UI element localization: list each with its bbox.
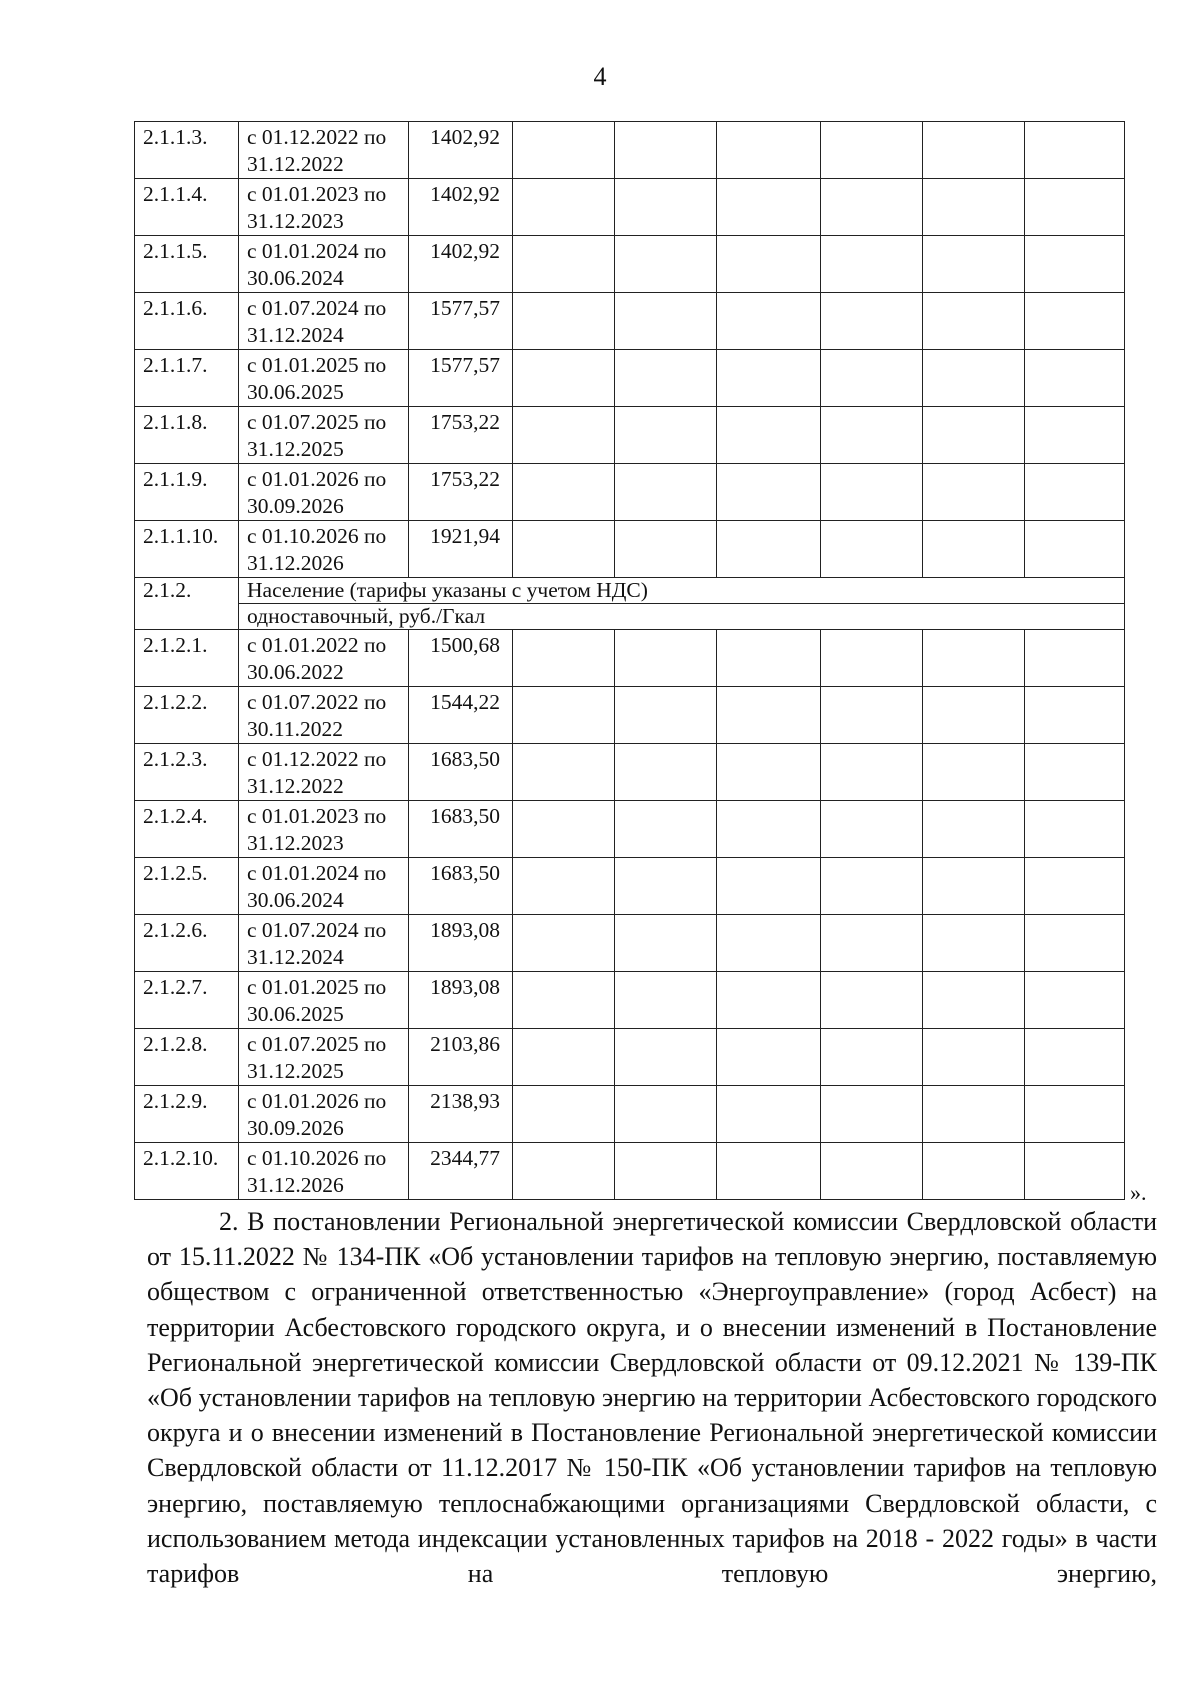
period-end: 31.12.2024 [247,323,344,347]
row-period [239,1086,409,1143]
period-start: с 01.01.2024 по [247,239,387,263]
empty-cell [923,122,1025,179]
row-code: 2.1.1.7. [135,350,239,407]
row-code: 2.1.2.2. [135,687,239,744]
empty-cell [513,630,615,687]
period-start: с 01.01.2026 по [247,1089,387,1113]
row-value: 1402,92 [409,236,513,293]
row-period [239,687,409,744]
period-start: с 01.07.2022 по [247,690,387,714]
table-row [135,179,1125,236]
empty-cell [513,972,615,1029]
empty-cell [615,236,717,293]
row-period [239,972,409,1029]
period-end: 31.12.2026 [247,551,344,575]
table-row [135,801,1125,858]
empty-cell [821,464,923,521]
empty-cell [615,744,717,801]
empty-cell [513,407,615,464]
empty-cell [717,236,821,293]
empty-cell [717,122,821,179]
paragraph-text: 2. В постановлении Региональной энергетической комиссии Свердловской области от 15.11.2022 № 134-ПК «Об установлении тарифов на тепловую энергию, поставляемую обществом с ограниченной ответственностью «Энергоуправление» (город Асбест) на территории Асбестовского городского округа, и о внесении изменений в Постановление Региональной энергетической комиссии Свердловской области от 09.12.2021 № 139-ПК «Об установлении тарифов на тепловую энергию на территории Асбестовского городского округа и о внесении изменений в Постановление Региональной энергетической комиссии Свердловской области от 11.12.2017 № 150-ПК «Об установлении тарифов на тепловую энергию, поставляемую теплоснабжающими организациями Свердловской области, с использованием метода индексации установленных тарифов на 2018 - 2022 годы» в части тарифов на тепловую энергию, [147,1207,1157,1589]
row-period [239,630,409,687]
row-value: 1544,22 [409,687,513,744]
row-period [239,350,409,407]
empty-cell [615,122,717,179]
empty-cell [821,858,923,915]
row-value: 1893,08 [409,972,513,1029]
empty-cell [717,858,821,915]
empty-cell [615,179,717,236]
empty-cell [717,350,821,407]
empty-cell [821,1086,923,1143]
empty-cell [1025,464,1125,521]
period-start: с 01.12.2022 по [247,125,387,149]
table-row [135,1029,1125,1086]
empty-cell [821,236,923,293]
period-start: с 01.10.2026 по [247,524,387,548]
row-value: 1402,92 [409,179,513,236]
row-code: 2.1.2.8. [135,1029,239,1086]
empty-cell [821,801,923,858]
empty-cell [1025,236,1125,293]
table-row [135,1086,1125,1143]
section-code: 2.1.2. [135,578,239,630]
empty-cell [923,1029,1025,1086]
empty-cell [717,972,821,1029]
row-value: 2103,86 [409,1029,513,1086]
table-row [135,521,1125,578]
empty-cell [1025,687,1125,744]
period-end: 30.06.2024 [247,888,344,912]
row-period [239,1029,409,1086]
row-value: 1500,68 [409,630,513,687]
period-end: 30.06.2025 [247,1002,344,1026]
section-row [135,578,1125,604]
table-row [135,915,1125,972]
empty-cell [717,687,821,744]
table-row [135,858,1125,915]
period-end: 31.12.2025 [247,437,344,461]
empty-cell [615,801,717,858]
row-period [239,744,409,801]
empty-cell [1025,521,1125,578]
closing-quote: ». [1130,1180,1147,1205]
empty-cell [1025,1086,1125,1143]
table-row [135,350,1125,407]
period-start: с 01.01.2025 по [247,975,387,999]
row-period [239,293,409,350]
empty-cell [1025,122,1125,179]
empty-cell [1025,350,1125,407]
empty-cell [717,407,821,464]
period-end: 30.09.2026 [247,1116,344,1140]
empty-cell [717,521,821,578]
empty-cell [615,1086,717,1143]
page-number: 4 [593,62,607,91]
empty-cell [821,179,923,236]
table-row [135,1143,1125,1200]
empty-cell [821,521,923,578]
row-period [239,236,409,293]
period-end: 31.12.2025 [247,1059,344,1083]
row-value: 1402,92 [409,122,513,179]
period-end: 31.12.2023 [247,209,344,233]
empty-cell [923,1143,1025,1200]
row-value: 1753,22 [409,407,513,464]
empty-cell [513,1143,615,1200]
empty-cell [821,687,923,744]
empty-cell [513,858,615,915]
empty-cell [717,915,821,972]
empty-cell [513,801,615,858]
empty-cell [923,630,1025,687]
empty-cell [615,464,717,521]
empty-cell [923,1086,1025,1143]
empty-cell [1025,407,1125,464]
empty-cell [615,293,717,350]
empty-cell [1025,915,1125,972]
empty-cell [717,1086,821,1143]
period-start: с 01.01.2026 по [247,467,387,491]
empty-cell [923,687,1025,744]
row-code: 2.1.2.5. [135,858,239,915]
row-code: 2.1.2.4. [135,801,239,858]
period-end: 31.12.2022 [247,152,344,176]
period-start: с 01.07.2025 по [247,410,387,434]
row-code: 2.1.1.10. [135,521,239,578]
period-end: 30.06.2025 [247,380,344,404]
row-code: 2.1.1.3. [135,122,239,179]
period-start: с 01.07.2024 по [247,918,387,942]
row-value: 1577,57 [409,350,513,407]
empty-cell [513,915,615,972]
empty-cell [821,350,923,407]
body-paragraph [147,1204,1157,1591]
empty-cell [513,521,615,578]
row-code: 2.1.1.9. [135,464,239,521]
empty-cell [821,1143,923,1200]
period-start: с 01.12.2022 по [247,747,387,771]
empty-cell [717,1029,821,1086]
empty-cell [821,407,923,464]
empty-cell [615,521,717,578]
empty-cell [615,915,717,972]
empty-cell [615,1143,717,1200]
table-row [135,236,1125,293]
period-end: 30.06.2024 [247,266,344,290]
empty-cell [717,293,821,350]
empty-cell [923,521,1025,578]
empty-cell [717,1143,821,1200]
empty-cell [1025,858,1125,915]
empty-cell [1025,1143,1125,1200]
empty-cell [1025,293,1125,350]
period-start: с 01.07.2024 по [247,296,387,320]
row-period [239,801,409,858]
empty-cell [821,744,923,801]
empty-cell [513,122,615,179]
empty-cell [1025,801,1125,858]
empty-cell [1025,179,1125,236]
empty-cell [923,972,1025,1029]
empty-cell [513,293,615,350]
period-end: 30.11.2022 [247,717,343,741]
row-value: 1893,08 [409,915,513,972]
empty-cell [615,1029,717,1086]
empty-cell [615,858,717,915]
period-start: с 01.10.2026 по [247,1146,387,1170]
empty-cell [821,122,923,179]
row-period [239,407,409,464]
empty-cell [513,350,615,407]
empty-cell [923,350,1025,407]
empty-cell [513,179,615,236]
row-period [239,464,409,521]
row-code: 2.1.2.6. [135,915,239,972]
row-value: 2138,93 [409,1086,513,1143]
empty-cell [923,179,1025,236]
period-end: 30.09.2026 [247,494,344,518]
row-code: 2.1.1.6. [135,293,239,350]
row-value: 2344,77 [409,1143,513,1200]
row-period [239,1143,409,1200]
section-subtitle: одноставочный, руб./Гкал [239,604,1125,630]
empty-cell [923,915,1025,972]
section-title: Население (тарифы указаны с учетом НДС) [239,578,1125,604]
empty-cell [821,972,923,1029]
period-end: 31.12.2023 [247,831,344,855]
row-code: 2.1.2.3. [135,744,239,801]
table-row [135,293,1125,350]
period-start: с 01.07.2025 по [247,1032,387,1056]
empty-cell [615,687,717,744]
empty-cell [923,858,1025,915]
empty-cell [513,687,615,744]
empty-cell [513,744,615,801]
table-row [135,630,1125,687]
empty-cell [513,1029,615,1086]
empty-cell [513,1086,615,1143]
row-value: 1683,50 [409,801,513,858]
empty-cell [923,744,1025,801]
row-code: 2.1.2.9. [135,1086,239,1143]
period-start: с 01.01.2025 по [247,353,387,377]
empty-cell [1025,972,1125,1029]
period-end: 30.06.2022 [247,660,344,684]
row-value: 1577,57 [409,293,513,350]
empty-cell [821,293,923,350]
row-value: 1921,94 [409,521,513,578]
row-code: 2.1.1.8. [135,407,239,464]
empty-cell [717,179,821,236]
tariff-table [134,121,1125,1200]
row-value: 1683,50 [409,858,513,915]
row-code: 2.1.2.7. [135,972,239,1029]
table-row [135,464,1125,521]
table-row [135,687,1125,744]
row-period [239,521,409,578]
empty-cell [923,407,1025,464]
empty-cell [615,972,717,1029]
row-code: 2.1.2.1. [135,630,239,687]
empty-cell [1025,744,1125,801]
empty-cell [821,1029,923,1086]
period-start: с 01.01.2024 по [247,861,387,885]
empty-cell [1025,630,1125,687]
empty-cell [923,801,1025,858]
row-period [239,915,409,972]
empty-cell [717,801,821,858]
table-row [135,407,1125,464]
table-row [135,122,1125,179]
row-value: 1753,22 [409,464,513,521]
table-row [135,744,1125,801]
empty-cell [615,630,717,687]
empty-cell [717,464,821,521]
empty-cell [923,236,1025,293]
row-code: 2.1.1.5. [135,236,239,293]
table-row [135,972,1125,1029]
empty-cell [717,630,821,687]
row-period [239,179,409,236]
empty-cell [513,236,615,293]
row-code: 2.1.2.10. [135,1143,239,1200]
empty-cell [821,630,923,687]
empty-cell [615,407,717,464]
empty-cell [923,464,1025,521]
period-end: 31.12.2024 [247,945,344,969]
empty-cell [821,915,923,972]
row-period [239,858,409,915]
period-start: с 01.01.2023 по [247,182,387,206]
empty-cell [513,464,615,521]
period-end: 31.12.2022 [247,774,344,798]
empty-cell [1025,1029,1125,1086]
row-value: 1683,50 [409,744,513,801]
row-period [239,122,409,179]
empty-cell [615,350,717,407]
period-end: 31.12.2026 [247,1173,344,1197]
period-start: с 01.01.2022 по [247,633,387,657]
period-start: с 01.01.2023 по [247,804,387,828]
row-code: 2.1.1.4. [135,179,239,236]
empty-cell [923,293,1025,350]
empty-cell [717,744,821,801]
